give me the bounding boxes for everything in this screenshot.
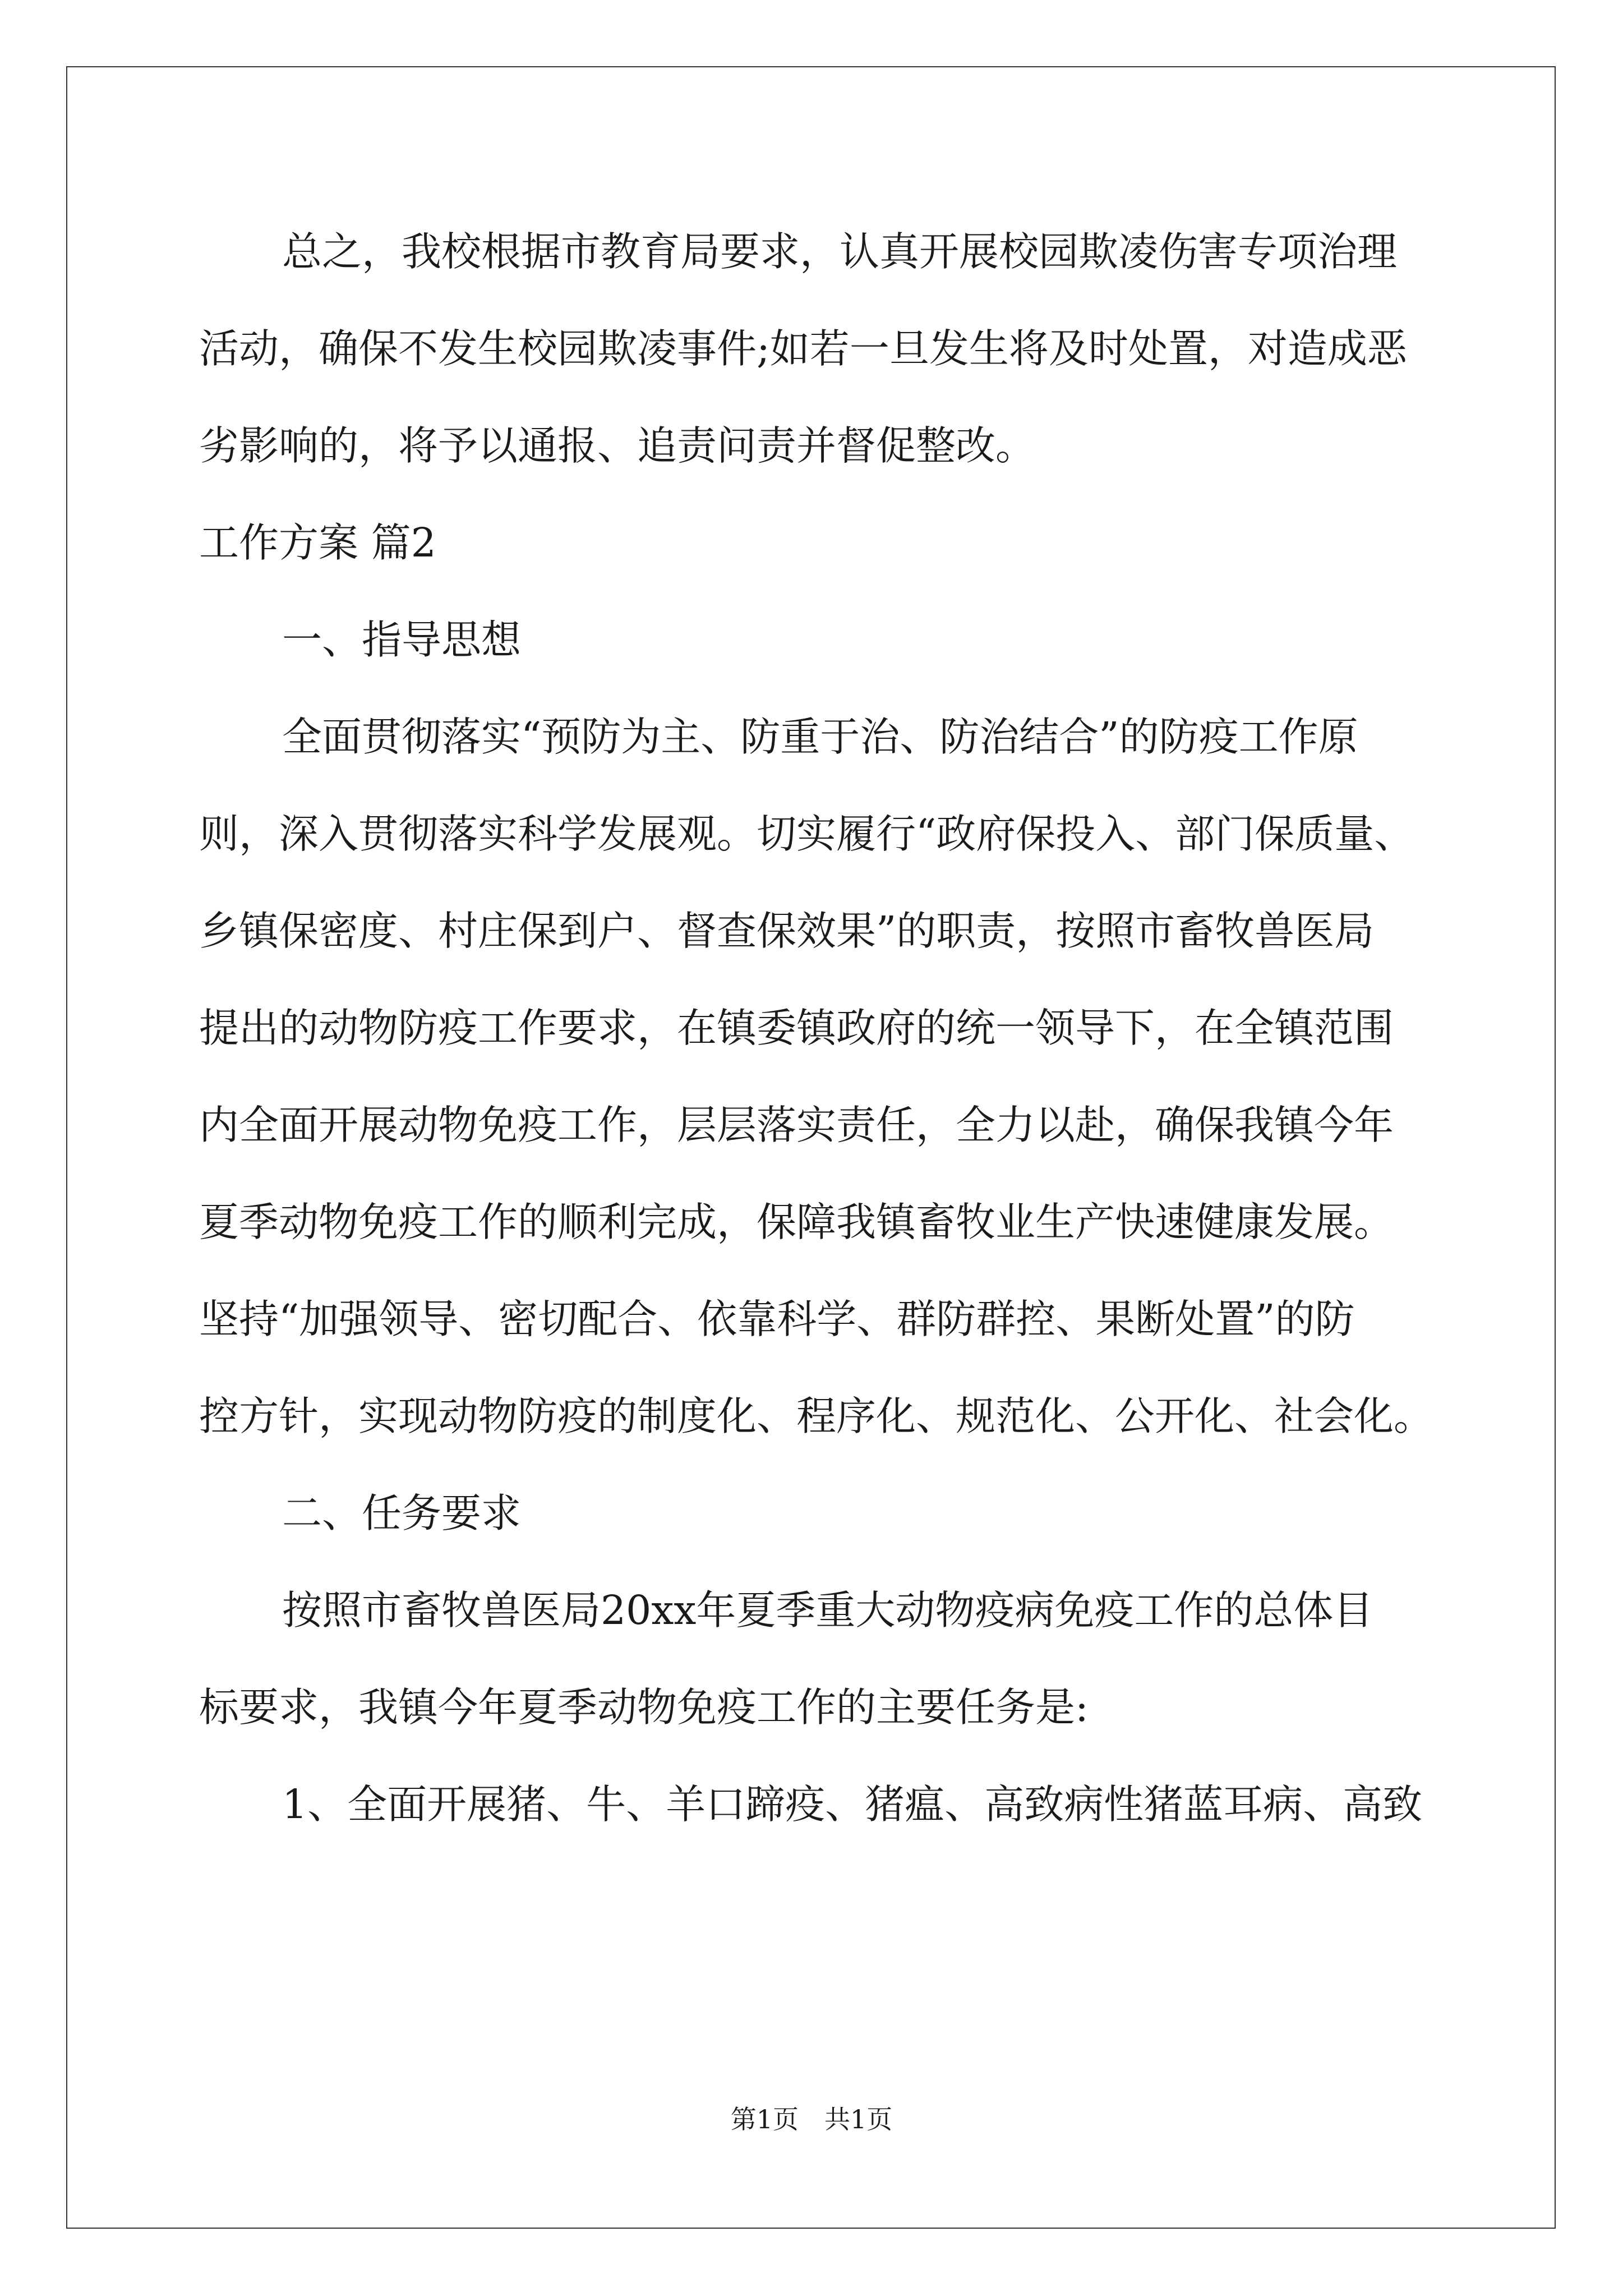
paragraph-line: 控方针，实现动物防疫的制度化、程序化、规范化、公开化、社会化。 <box>199 1393 1434 1439</box>
section-title: 工作方案 篇2 <box>199 519 436 566</box>
paragraph-line: 活动，确保不发生校园欺凌事件;如若一旦发生将及时处置，对造成恶 <box>199 325 1407 372</box>
paragraph-line: 总之，我校根据市教育局要求，认真开展校园欺凌伤害专项治理 <box>282 228 1398 275</box>
paragraph-line: 乡镇保密度、村庄保到户、督查保效果”的职责，按照市畜牧兽医局 <box>199 908 1375 954</box>
paragraph-line: 提出的动物防疫工作要求，在镇委镇政府的统一领导下，在全镇范围 <box>199 1005 1394 1051</box>
paragraph-line: 全面贯彻落实“预防为主、防重于治、防治结合”的防疫工作原 <box>282 714 1358 760</box>
paragraph-line: 夏季动物免疫工作的顺利完成，保障我镇畜牧业生产快速健康发展。 <box>199 1199 1394 1245</box>
paragraph-line: 则，深入贯彻落实科学发展观。切实履行“政府保投入、部门保质量、 <box>199 811 1414 857</box>
page-footer: 第1页 共1页 <box>730 2104 893 2134</box>
paragraph-line: 内全面开展动物免疫工作，层层落实责任，全力以赴，确保我镇今年 <box>199 1102 1394 1148</box>
section-heading: 二、任务要求 <box>282 1490 522 1536</box>
section-heading: 一、指导思想 <box>282 616 522 663</box>
paragraph-line: 按照市畜牧兽医局20xx年夏季重大动物疫病免疫工作的总体目 <box>282 1587 1373 1634</box>
paragraph-line: 劣影响的，将予以通报、追责问责并督促整改。 <box>199 422 1036 469</box>
paragraph-line: 坚持“加强领导、密切配合、依靠科学、群防群控、果断处置”的防 <box>199 1296 1355 1342</box>
paragraph-line: 1、全面开展猪、牛、羊口蹄疫、猪瘟、高致病性猪蓝耳病、高致 <box>282 1781 1423 1828</box>
paragraph-line: 标要求，我镇今年夏季动物免疫工作的主要任务是: <box>199 1684 1089 1731</box>
